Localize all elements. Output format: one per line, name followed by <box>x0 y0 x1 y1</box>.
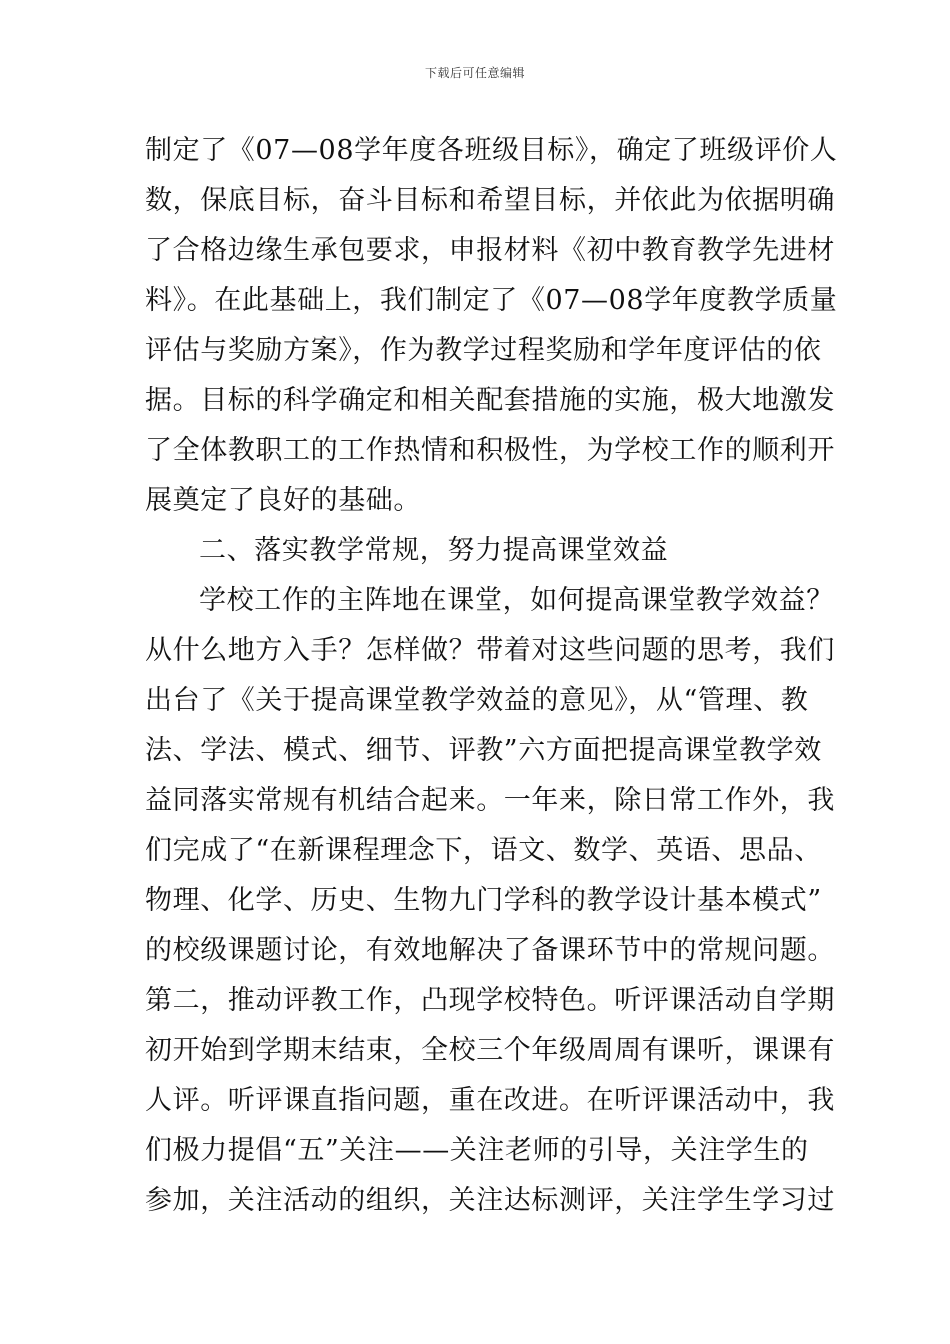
text-line: 数，保底目标，奋斗目标和希望目标，并依此为依据明确 <box>145 185 835 216</box>
text-line: 学校工作的主阵地在课堂，如何提高课堂教学效益？ <box>199 585 834 616</box>
document-body <box>145 126 838 1226</box>
text-line: 参加，关注活动的组织，关注达标测评，关注学生学习过 <box>145 1185 835 1216</box>
section-heading: 二、落实教学常规，努力提高课堂效益 <box>199 535 669 566</box>
text-line: 据。目标的科学确定和相关配套措施的实施，极大地激发 <box>145 385 835 416</box>
text-line: 评估与奖励方案》，作为教学过程奖励和学年度评估的依 <box>145 335 822 366</box>
text-line: 出台了《关于提高课堂教学效益的意见》，从“管理、教 <box>145 685 809 716</box>
text-line: 们极力提倡“五”关注——关注老师的引导，关注学生的 <box>145 1135 809 1166</box>
text-line: 第二，推动评教工作，凸现学校特色。听评课活动自学期 <box>145 985 835 1016</box>
text-line: 制定了《07—08学年度各班级目标》，确定了班级评价人 <box>145 135 838 166</box>
text-line: 益同落实常规有机结合起来。一年来，除日常工作外，我 <box>145 785 835 816</box>
text-line: 了全体教职工的工作热情和积极性，为学校工作的顺利开 <box>145 435 835 466</box>
text-line: 物理、化学、历史、生物九门学科的教学设计基本模式” <box>145 885 822 916</box>
text-line: 们完成了“在新课程理念下，语文、数学、英语、思品、 <box>145 835 822 866</box>
text-line: 初开始到学期末结束，全校三个年级周周有课听，课课有 <box>145 1035 835 1066</box>
text-line: 的校级课题讨论，有效地解决了备课环节中的常规问题。 <box>145 935 835 966</box>
page-header: 下载后可任意编辑 <box>424 66 525 80</box>
text-line: 法、学法、模式、细节、评教”六方面把提高课堂教学效 <box>145 735 822 766</box>
text-line: 了合格边缘生承包要求，申报材料《初中教育教学先进材 <box>145 235 835 266</box>
text-line: 展奠定了良好的基础。 <box>145 485 421 516</box>
text-line: 从什么地方入手？怎样做？带着对这些问题的思考，我们 <box>145 635 835 666</box>
text-line: 人评。听评课直指问题，重在改进。在听评课活动中，我 <box>145 1085 835 1116</box>
text-line: 料》。在此基础上，我们制定了《07—08学年度教学质量 <box>145 285 838 316</box>
